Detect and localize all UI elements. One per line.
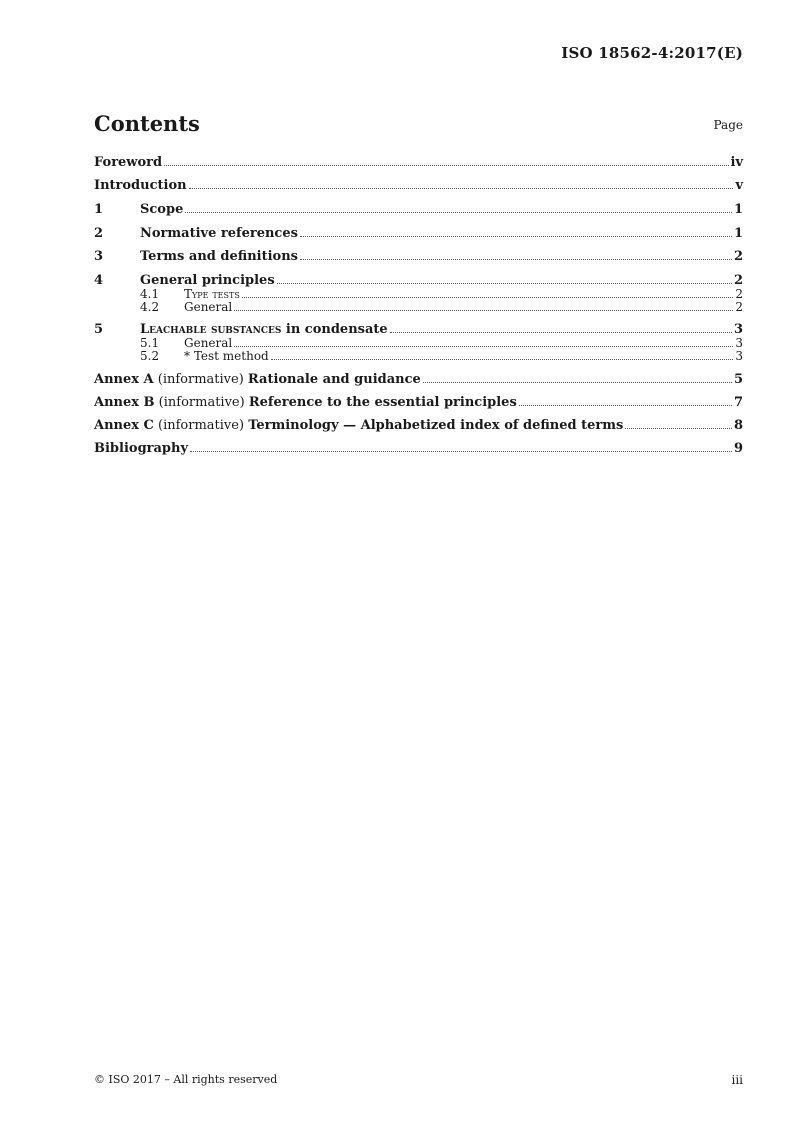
toc-page: 8 (733, 418, 743, 433)
toc-number: 4.2 (140, 300, 160, 314)
toc-entry-general-principles[interactable] (94, 273, 743, 288)
toc-label: Reference to the essential principles (248, 395, 517, 410)
toc-label: Bibliography (94, 441, 189, 456)
document-identifier: ISO 18562-4:2017(E) (561, 44, 743, 62)
toc-entry-annex-b[interactable] (94, 395, 743, 410)
toc-page: 1 (733, 202, 743, 217)
toc-label: General principles (140, 273, 275, 288)
toc-number: 5.2 (140, 349, 160, 363)
toc-page: v (735, 178, 743, 193)
toc-annex-kind: (informative) (153, 418, 249, 433)
toc-entry-annex-c[interactable] (94, 418, 743, 433)
dot-leader (234, 346, 733, 347)
toc-number: 4.1 (140, 287, 160, 301)
toc-page: 7 (733, 395, 743, 410)
page-number: iii (731, 1073, 743, 1087)
dot-leader (164, 165, 728, 166)
toc-entry-terms-and-definitions[interactable] (94, 249, 743, 264)
toc-number: 3 (94, 249, 104, 264)
toc-page: 2 (733, 249, 743, 264)
dot-leader (190, 451, 732, 452)
toc-page: iv (730, 155, 743, 170)
dot-leader (271, 359, 734, 360)
contents-title: Contents (94, 111, 200, 136)
dot-leader (234, 310, 733, 311)
toc-label: Foreword (94, 155, 163, 170)
toc-entry-introduction[interactable] (94, 178, 743, 193)
toc-label: Type tests (184, 287, 240, 301)
toc-label-smallcaps: Leachable substances (140, 322, 282, 337)
dot-leader (242, 297, 734, 298)
toc-page: 9 (733, 441, 743, 456)
dot-leader (625, 428, 732, 429)
toc-label: Terms and definitions (140, 249, 298, 264)
dot-leader (390, 332, 732, 333)
dot-leader (519, 405, 732, 406)
toc-page: 2 (735, 300, 743, 314)
dot-leader (300, 259, 732, 260)
copyright-notice: © ISO 2017 – All rights reserved (94, 1073, 278, 1086)
toc-entry-bibliography[interactable] (94, 441, 743, 456)
dot-leader (423, 382, 732, 383)
toc-label: General (184, 300, 233, 314)
toc-entry-test-method[interactable] (94, 350, 743, 363)
toc-page: 3 (733, 322, 743, 337)
dot-leader (277, 283, 732, 284)
toc-number: 5.1 (140, 336, 160, 350)
toc-number: 1 (94, 202, 104, 217)
toc-label: Introduction (94, 178, 187, 193)
toc-entry-scope[interactable] (94, 202, 743, 217)
toc-entry-annex-a[interactable] (94, 372, 743, 387)
toc-annex-kind: (informative) (153, 372, 248, 387)
toc-page: 2 (735, 287, 743, 301)
toc-page: 5 (733, 372, 743, 387)
toc-entry-leachable-substances[interactable] (94, 322, 743, 337)
toc-annex-prefix: Annex A (94, 372, 154, 387)
toc-entry-general-4-2[interactable] (94, 301, 743, 314)
toc-label: General (184, 336, 233, 350)
toc-annex-prefix: Annex C (94, 418, 154, 433)
page-column-label: Page (713, 118, 743, 132)
dot-leader (189, 188, 734, 189)
toc-entry-foreword[interactable] (94, 155, 743, 170)
toc-number: 5 (94, 322, 104, 337)
toc-label: Normative references (140, 226, 298, 241)
toc-annex-kind: (informative) (154, 395, 249, 410)
toc-label (140, 322, 388, 337)
toc-label-rest: in condensate (281, 322, 388, 337)
toc-number: 4 (94, 273, 104, 288)
toc-page: 1 (733, 226, 743, 241)
toc-label: Terminology — Alphabetized index of defined terms (248, 418, 624, 433)
dot-leader (300, 236, 732, 237)
toc-label: * Test method (184, 349, 269, 363)
toc-annex-prefix: Annex B (94, 395, 155, 410)
toc-number: 2 (94, 226, 104, 241)
toc-page: 3 (735, 349, 743, 363)
toc-page: 2 (733, 273, 743, 288)
toc-label: Scope (140, 202, 184, 217)
table-of-contents (94, 155, 743, 456)
toc-page: 3 (735, 336, 743, 350)
dot-leader (185, 212, 732, 213)
toc-label: Rationale and guidance (247, 372, 421, 387)
toc-entry-normative-references[interactable] (94, 226, 743, 241)
